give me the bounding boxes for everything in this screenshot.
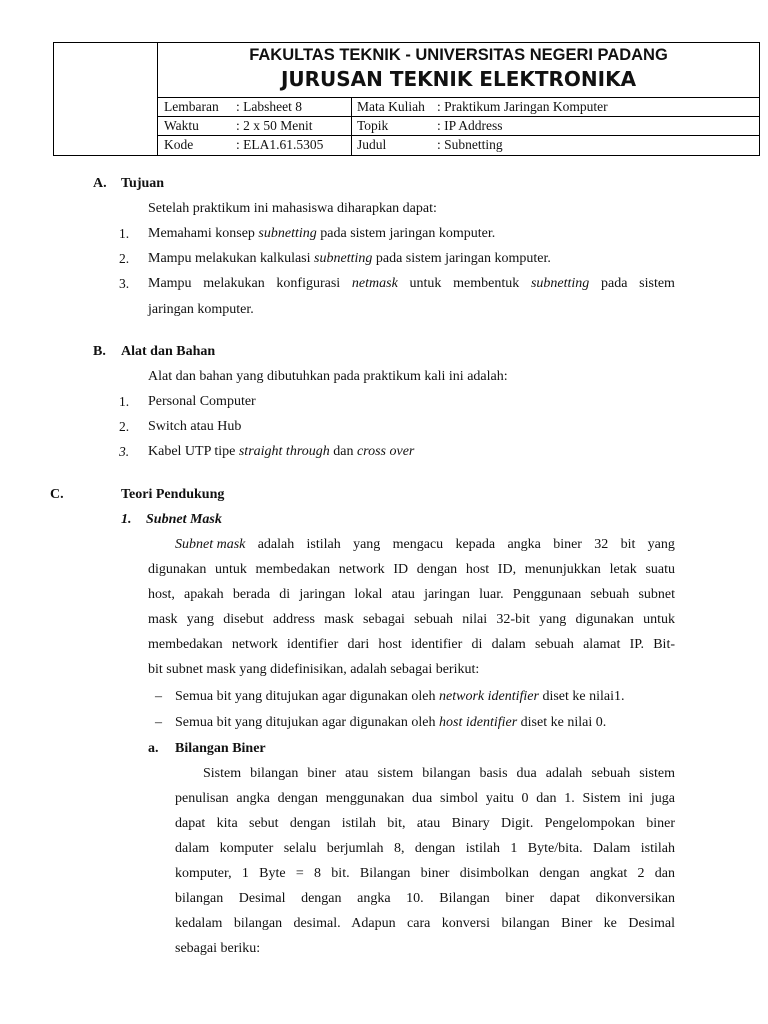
list-number: 2. xyxy=(119,419,130,434)
logo-cell xyxy=(54,43,158,155)
header-row-1 xyxy=(158,97,760,117)
list-number: 3. xyxy=(119,444,130,459)
bullet-dash: – xyxy=(155,689,162,704)
paragraph-line: mask yang disebut address mask sebagai sebuah nilai 32-bit yang digunakan untuk xyxy=(148,612,675,627)
row-value: : IP Address xyxy=(437,118,503,133)
faculty-title: FAKULTAS TEKNIK - UNIVERSITAS NEGERI PADANG xyxy=(249,46,668,64)
header-table xyxy=(53,42,760,156)
section-a-intro: Setelah praktikum ini mahasiswa diharapkan dapat: xyxy=(148,201,437,216)
section-a-title: Tujuan xyxy=(121,176,165,191)
paragraph-line: dapat kita sebut dengan istilah bit, atau Binary Digit. Pengelompokan biner xyxy=(175,816,675,831)
paragraph-line: host, apakah berada di jaringan lokal atau jaringan luar. Penggunaan sebuah subnet xyxy=(148,587,675,602)
paragraph-line: digunakan untuk membedakan network ID dengan host ID, menunjukkan letak suatu xyxy=(148,562,675,577)
list-item: Mampu melakukan konfigurasi netmask untuk membentuk subnetting pada sistem xyxy=(148,276,675,291)
list-item: Switch atau Hub xyxy=(148,419,242,434)
section-b-letter: B. xyxy=(93,344,106,359)
paragraph-line: penulisan angka dengan menggunakan dua simbol yaitu 0 dan 1. Sistem ini juga xyxy=(175,791,675,806)
row-value: : 2 x 50 Menit xyxy=(236,118,313,133)
paragraph-line: Subnet mask adalah istilah yang mengacu kepada angka biner 32 bit yang xyxy=(175,537,675,552)
bullet-item: Semua bit yang ditujukan agar digunakan oleh host identifier diset ke nilai 0. xyxy=(175,715,607,730)
section-c-title: Teori Pendukung xyxy=(121,487,225,502)
paragraph-line: bilangan Desimal dengan angka 10. Bilangan biner dapat dikonversikan xyxy=(175,891,675,906)
row-value: : Praktikum Jaringan Komputer xyxy=(437,99,608,114)
row-value: : ELA1.61.5305 xyxy=(236,137,324,152)
list-item-continuation: jaringan komputer. xyxy=(148,302,254,317)
list-item: Personal Computer xyxy=(148,394,256,409)
row-value: : Labsheet 8 xyxy=(236,99,302,114)
row-label: Topik xyxy=(357,118,389,133)
bullet-item: Semua bit yang ditujukan agar digunakan oleh network identifier diset ke nilai1. xyxy=(175,689,625,704)
header-row-3 xyxy=(158,135,760,155)
list-number: 1. xyxy=(119,394,130,409)
section-b-title: Alat dan Bahan xyxy=(121,344,216,359)
list-item: Kabel UTP tipe straight through dan cross over xyxy=(148,444,415,459)
paragraph-line: sebagai beriku: xyxy=(175,941,261,956)
section-a-letter: A. xyxy=(93,176,107,191)
row-value: : Subnetting xyxy=(437,137,503,152)
bullet-dash: – xyxy=(155,715,162,730)
paragraph-line: komputer, 1 Byte = 8 bit. Bilangan biner disimbolkan dengan angkat 2 dan xyxy=(175,866,675,881)
subsection-a-title: Bilangan Biner xyxy=(175,741,266,756)
row-label: Kode xyxy=(164,137,194,152)
subsection-number: 1. xyxy=(121,512,132,527)
list-number: 1. xyxy=(119,226,130,241)
paragraph-line: dalam komputer selalu berjumlah 8, dengan istilah 1 Byte/bita. Dalam istilah xyxy=(175,841,675,856)
list-item: Memahami konsep subnetting pada sistem jaringan komputer. xyxy=(148,226,496,241)
paragraph-line: bit subnet mask yang didefinisikan, adalah sebagai berikut: xyxy=(148,662,480,677)
section-b-intro: Alat dan bahan yang dibutuhkan pada praktikum kali ini adalah: xyxy=(148,369,508,384)
subsection-a-letter: a. xyxy=(148,741,159,756)
department-title: JURUSAN TEKNIK ELEKTRONIKA xyxy=(280,67,637,91)
row-label: Waktu xyxy=(164,118,199,133)
row-label: Judul xyxy=(357,137,387,152)
header-row-2 xyxy=(158,116,760,136)
section-c-letter: C. xyxy=(50,487,64,502)
paragraph-line: membedakan network identifier dari host identifier di dalam sebuah alamat IP. Bit- xyxy=(148,637,675,652)
row-label: Mata Kuliah xyxy=(357,99,425,114)
subsection-title: Subnet Mask xyxy=(146,512,222,527)
list-number: 3. xyxy=(119,276,130,291)
paragraph-line: kedalam bilangan desimal. Adapun cara konversi bilangan Biner ke Desimal xyxy=(175,916,675,931)
row-label: Lembaran xyxy=(164,99,219,114)
paragraph-line: Sistem bilangan biner atau sistem bilangan basis dua adalah sebuah sistem xyxy=(203,766,675,781)
list-item: Mampu melakukan kalkulasi subnetting pada sistem jaringan komputer. xyxy=(148,251,551,266)
list-number: 2. xyxy=(119,251,130,266)
